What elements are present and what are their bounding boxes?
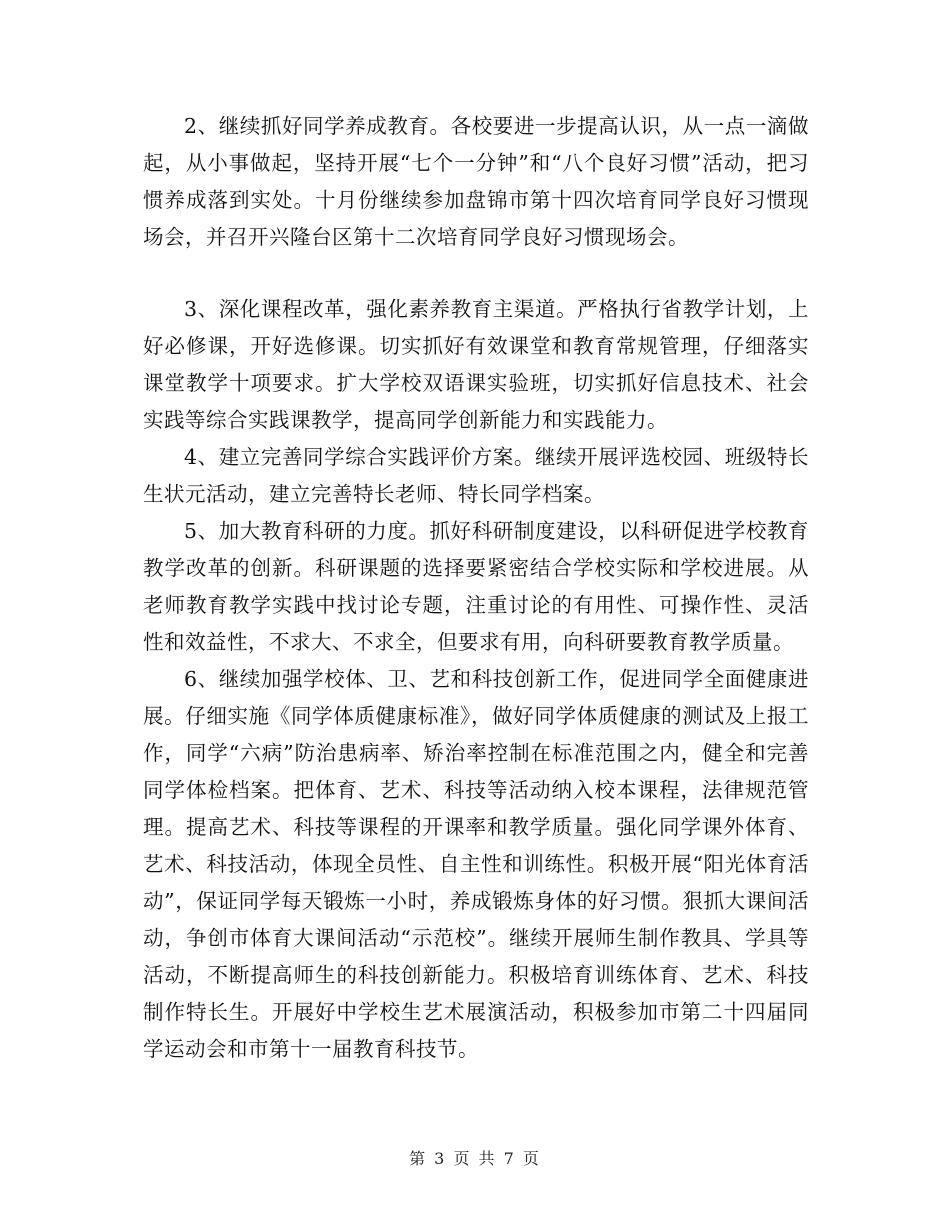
paragraph-item-2: 2、继续抓好同学养成教育。各校要进一步提高认识，从一点一滴做起，从小事做起，坚持开展“七个一分钟”和“八个良好习惯”活动，把习惯养成落到实处。十月份继续参加盘锦市第十四次培育同学良好习惯现场会，并召开兴隆台区第十二次培育同学良好习惯现场会。 [143, 114, 809, 249]
paragraph-item-6: 6、继续加强学校体、卫、艺和科技创新工作，促进同学全面健康进展。仔细实施《同学体质健康标准》，做好同学体质健康的测试及上报工作，同学“六病”防治患病率、矫治率控制在标准范围之内，健全和完善同学体检档案。把体育、艺术、科技等活动纳入校本课程，法律规范管理。提高艺术、科技等课程的开课率和教学质量。强化同学课外体育、艺术、科技活动，体现全员性、自主性和训练性。积极开展“阳光体育活动”，保证同学每天锻炼一小时，养成锻炼身体的好习惯。狠抓大课间活动，争创市体育大课间活动“示范校”。继续开展师生制作教具、学具等活动，不断提高师生的科技创新能力。积极培育训练体育、艺术、科技制作特长生。开展好中学校生艺术展演活动，积极参加市第二十四届同学运动会和市第十一届教育科技节。 [143, 667, 809, 1061]
page-number-footer: 第 3 页 共 7 页 [409, 1149, 541, 1168]
paragraph-item-3: 3、深化课程改革，强化素养教育主渠道。严格执行省教学计划，上好必修课，开好选修课。切实抓好有效课堂和教育常规管理，仔细落实课堂教学十项要求。扩大学校双语课实验班，切实抓好信息技术、社会实践等综合实践课教学，提高同学创新能力和实践能力。 [143, 297, 809, 432]
paragraph-item-5: 5、加大教育科研的力度。抓好科研制度建设，以科研促进学校教育教学改革的创新。科研课题的选择要紧密结合学校实际和学校进展。从老师教育教学实践中找讨论专题，注重讨论的有用性、可操作性、灵活性和效益性，不求大、不求全，但要求有用，向科研要教育教学质量。 [143, 519, 809, 654]
paragraph-item-4: 4、建立完善同学综合实践评价方案。继续开展评选校园、班级特长生状元活动，建立完善特长老师、特长同学档案。 [143, 445, 809, 506]
document-body [143, 108, 809, 1068]
